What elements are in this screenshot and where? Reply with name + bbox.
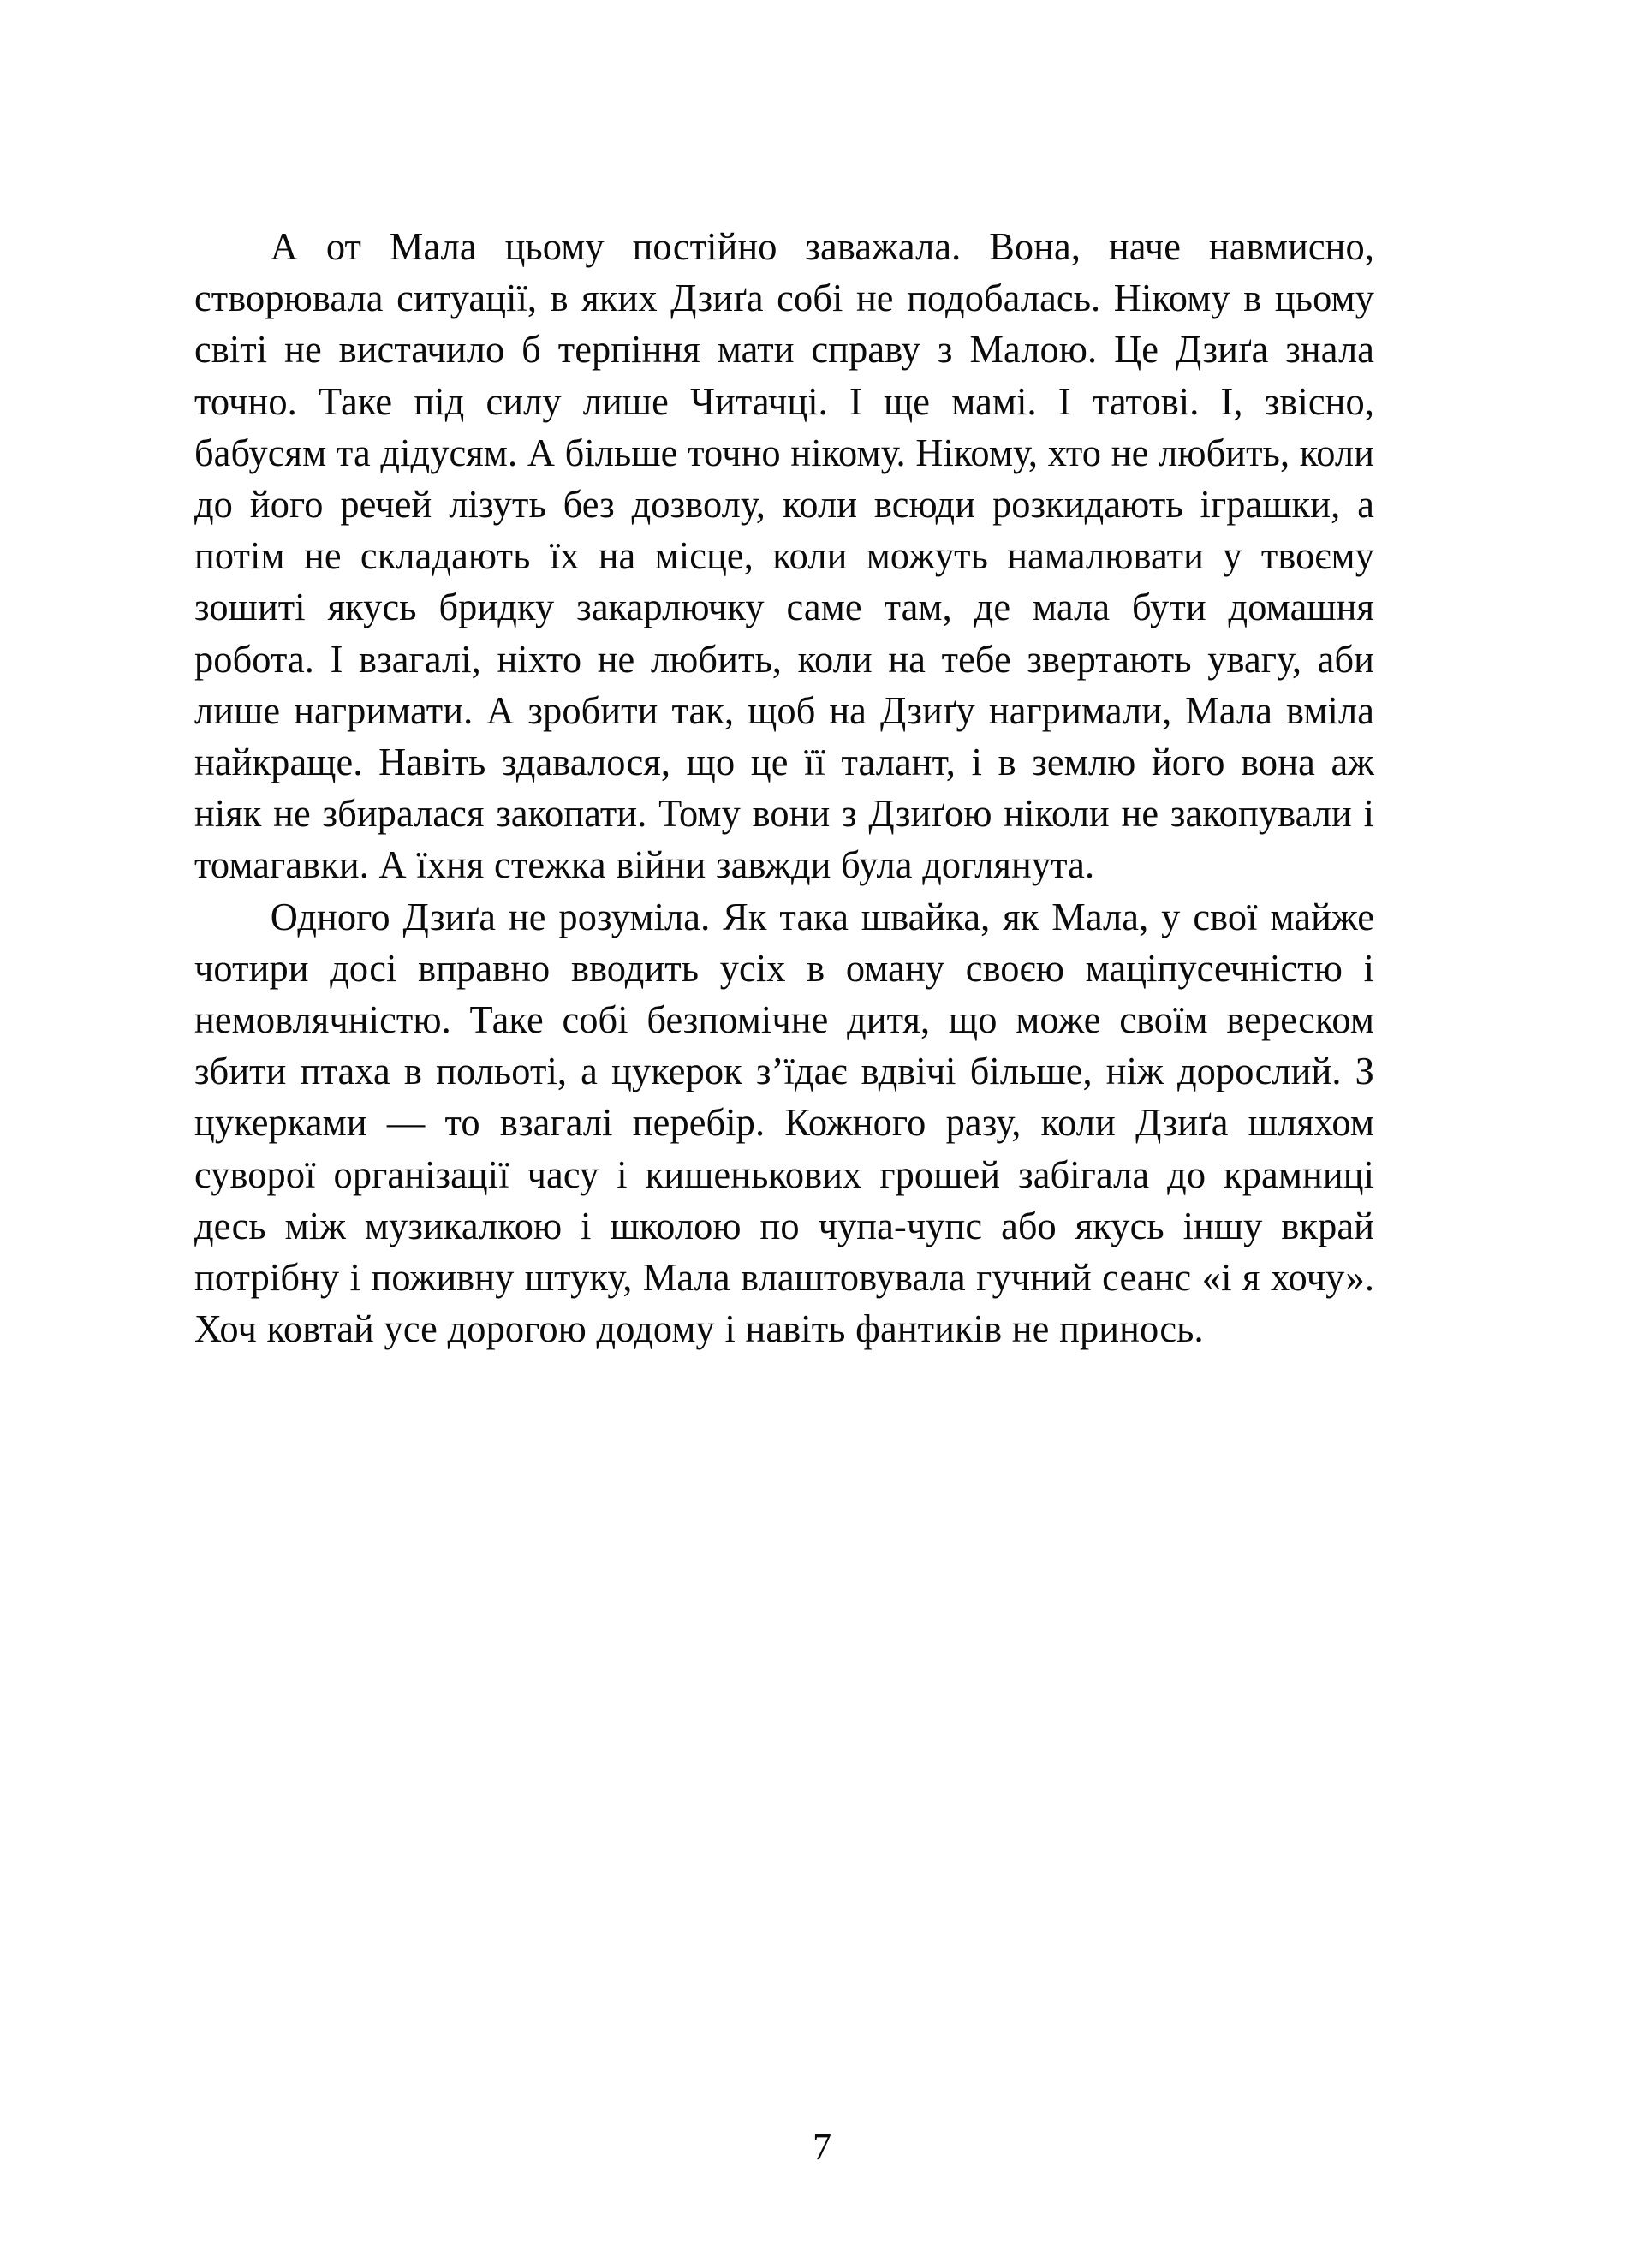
page-number: 7 — [813, 2126, 831, 2168]
body-paragraph: А от Мала цьому постійно заважала. Вона, наче навмисно, створювала ситуації, в яких Дзиґа собі не подобалась. Нікому в цьому світі не вистачило б терпіння мати справу з Малою. Це Дзиґа знала точно. Таке під силу лише Читачці. І ще мамі. І татові. І, звісно, бабусям та дідусям. А більше точно нікому. Нікому, хто не любить, коли до його речей лізуть без дозволу, коли всюди розкидають іграшки, а потім не складають їх на місце, коли можуть намалювати у твоєму зошиті якусь бридку закарлючку саме там, де мала бути домашня робота. І взагалі, ніхто не любить, коли на тебе звертають увагу, аби лише нагримати. А зробити так, щоб на Дзиґу нагримали, Мала вміла найкраще. Навіть здавалося, що це її талант, і в землю його вона аж ніяк не збиралася закопати. Тому вони з Дзиґою ніколи не закопували і томагавки. А їхня стежка війни завжди була доглянута. — [194, 224, 1375, 887]
page-text-block — [194, 221, 1417, 1354]
body-paragraph: Одного Дзиґа не розуміла. Як така швайка, як Мала, у свої майже чотири досі вправно вводить усіх в оману своєю маціпусечністю і немовлячністю. Таке собі безпомічне дитя, що може своїм вереском збити птаха в польоті, а цукерок з’їдає вдвічі більше, ніж дорослий. З цукерками — то взагалі перебір. Кожного разу, коли Дзиґа шляхом суворої організації часу і кишенькових грошей забігала до крамниці десь між музикалкою і школою по чупа-чупс або якусь іншу вкрай потрібну і поживну штуку, Мала влаштовувала гучний сеанс «і я хочу». Хоч ковтай усе дорогою додому і навіть фантиків не принось. — [194, 894, 1375, 1351]
